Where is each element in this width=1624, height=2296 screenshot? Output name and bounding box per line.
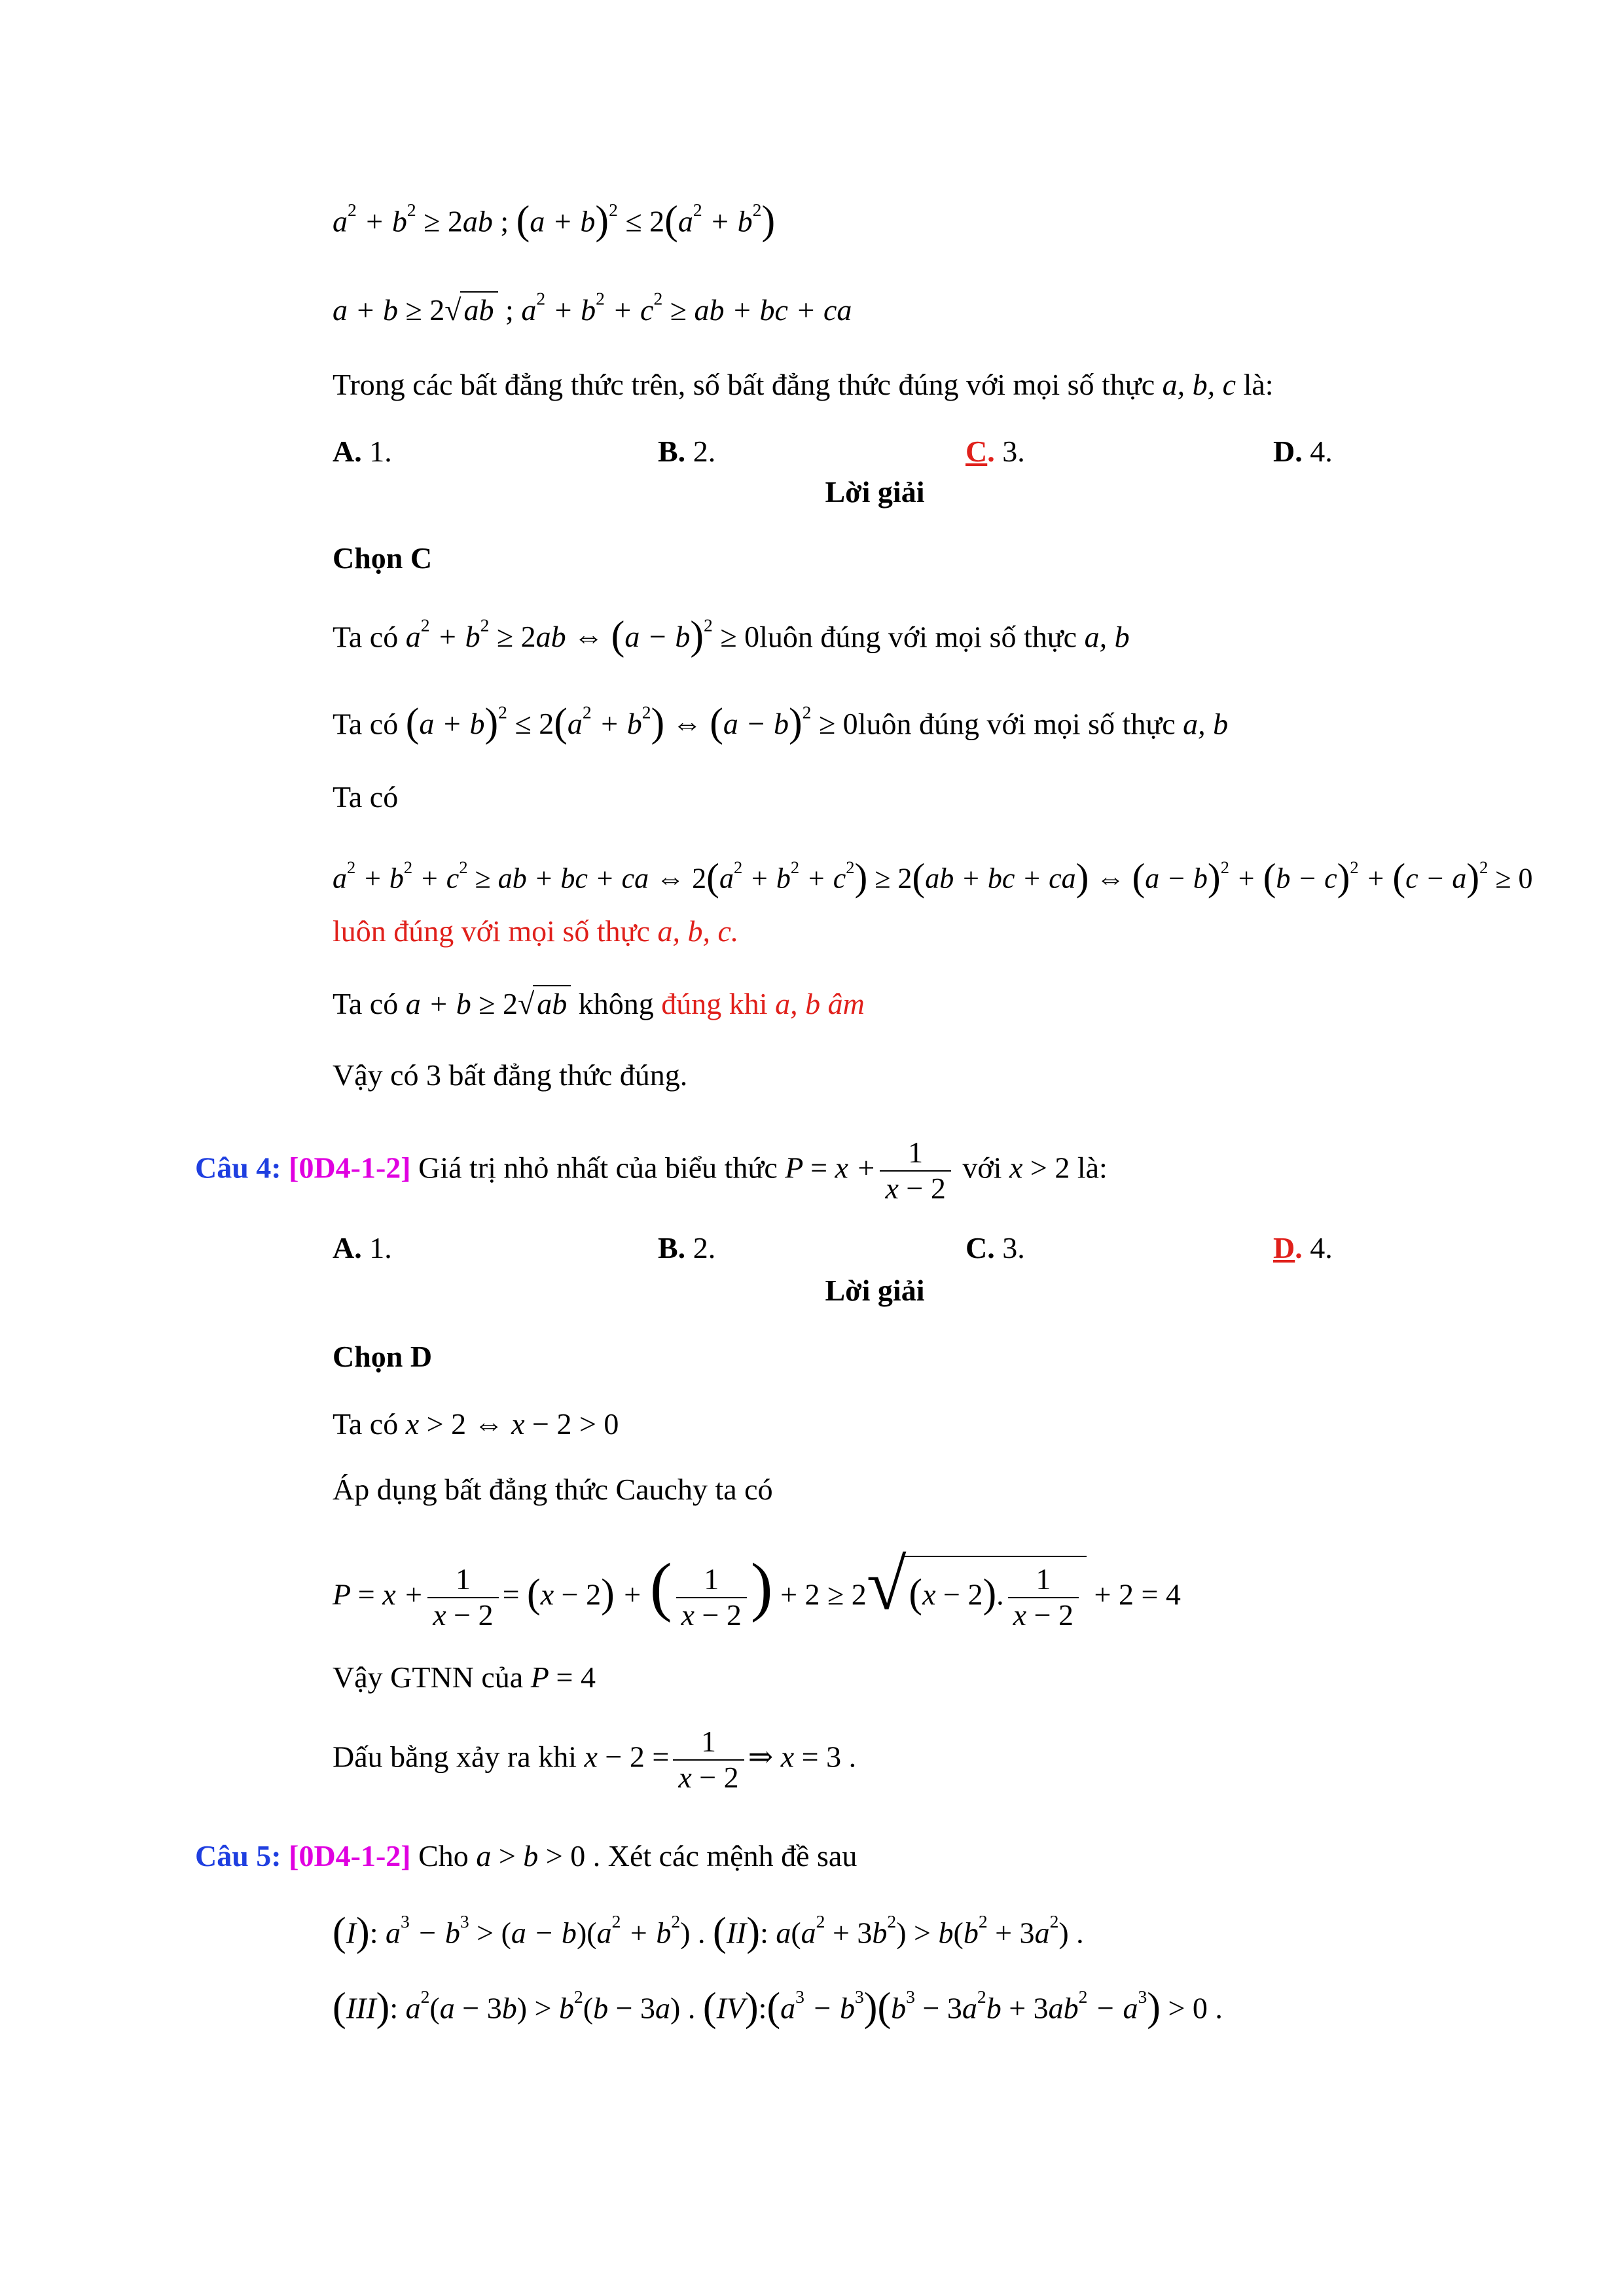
q4-cauchy-formula: P = x + $\frac{1}{x - 2}$ = (x − 2) + ( $\frac{1}{x - 2}$ ) + 2 ≥ 2√(x − 2). $\frac{1}{x - 2}$ + 2 = 4 bbox=[333, 1545, 1181, 1632]
q5-statements-2: (III): $a^2(a - 3b) > b^2(b - 3a)$ . $(IV):(a^3 - b^3)(b^3 - 3a^2b + 3ab^2 - a^3) > 0$ . bbox=[333, 1985, 1223, 2030]
q3-option-a: A. 1. bbox=[333, 435, 392, 468]
inequality-line-1: $a^2 + b^2 \ge 2ab$ ; $(a + b)^2 \le 2(a^2 + b^2)$ bbox=[333, 198, 776, 243]
q3-option-d: D. 4. bbox=[1273, 435, 1333, 468]
q4-stem: Câu 4: [0D4-1-2] Giá trị nhỏ nhất của biểu thức P = x + $\frac{1}{x - 2}$ với x > 2 là: bbox=[195, 1136, 1108, 1205]
q4-option-b: B. 2. bbox=[658, 1231, 716, 1265]
q4-solution-title: Lời giải bbox=[825, 1274, 925, 1307]
q4-option-a: A. 1. bbox=[333, 1231, 392, 1265]
q3-step-3-label: Ta có bbox=[333, 780, 399, 814]
q4-step-1: Ta có x > 2 ⇔ x − 2 > 0 bbox=[333, 1407, 619, 1441]
q4-choice: Chọn D bbox=[333, 1340, 433, 1373]
q4-step-2: Áp dụng bất đẳng thức Cauchy ta có bbox=[333, 1473, 773, 1506]
q4-step-3: Vậy GTNN của P = 4 bbox=[333, 1660, 596, 1694]
q4-step-4: Dấu bằng xảy ra khi x − 2 = $\frac{1}{x - 2}$ ⇒ x = 3 . bbox=[333, 1725, 857, 1794]
q4-option-d-correct: D. 4. bbox=[1273, 1231, 1333, 1265]
q3-solution-title: Lời giải bbox=[825, 475, 925, 509]
q5-stem: Câu 5: [0D4-1-2] Cho a > b > 0 . Xét các mệnh đề sau bbox=[195, 1839, 857, 1873]
q3-option-c-correct: C. 3. bbox=[965, 435, 1025, 468]
q3-stem: Trong các bất đẳng thức trên, số bất đẳng thức đúng với mọi số thực a, b, c là: bbox=[333, 368, 1274, 401]
q3-step-2: Ta có $(a + b)^2 \le 2(a^2 + b^2)$ ⇔ $(a - b)^2$ ≥ 0luôn đúng với mọi số thực a, b bbox=[333, 701, 1229, 745]
q3-step-3-note: luôn đúng với mọi số thực a, b, c. bbox=[333, 914, 739, 948]
q5-statements-1: (I): $a^3 - b^3 > (a - b)(a^2 + b^2)$ . (II): $a(a^2 + 3b^2) > b(b^2 + 3a^2)$ . bbox=[333, 1910, 1084, 1954]
q3-step-4: Ta có a + b ≥ 2√ab không đúng khi a, b âm bbox=[333, 985, 865, 1022]
q3-step-3-formula: $a^2 + b^2 + c^2$ ≥ ab + bc + ca ⇔ $2(a^2 + b^2 + c^2) \ge 2(ab$ + bc + ca) ⇔ $(a - b)^2 + (b - c)^2 + (c - a)^2 \ge 0$ bbox=[333, 855, 1533, 899]
q3-option-b: B. 2. bbox=[658, 435, 716, 468]
q4-option-c: C. 3. bbox=[965, 1231, 1025, 1265]
q3-conclusion: Vậy có 3 bất đẳng thức đúng. bbox=[333, 1058, 688, 1092]
inequality-line-2: a + b ≥ 2√ab ; $a^2 + b^2 + c^2$ ≥ ab + bc + ca bbox=[333, 288, 852, 327]
q3-choice: Chọn C bbox=[333, 541, 433, 575]
q3-step-1: Ta có $a^2 + b^2 \ge 2ab$ ⇔ $(a - b)^2$ ≥ 0luôn đúng với mọi số thực a, b bbox=[333, 614, 1130, 658]
